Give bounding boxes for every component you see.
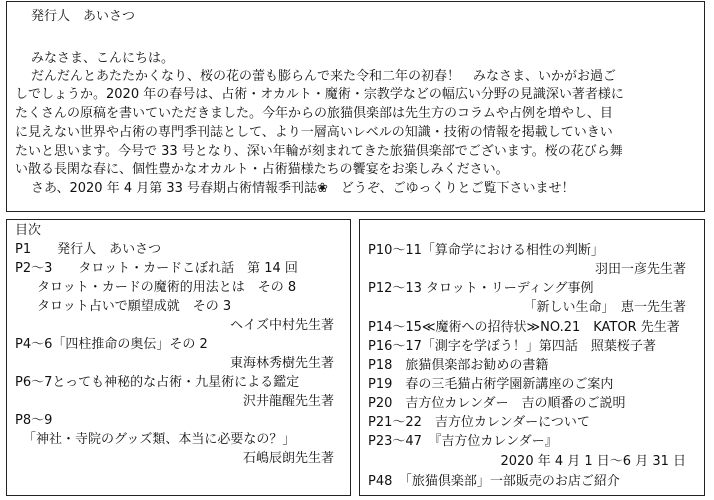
toc-entry: タロット占いで願望成就 その 3 — [37, 299, 232, 314]
toc-entry: P20 吉方位カレンダー 吉の順番のご説明 — [368, 396, 626, 411]
greeting-box — [6, 1, 705, 212]
toc-author: 石嶋辰朗先生著 — [242, 451, 334, 466]
toc-date-range: 2020 年 4 月 1 日～6 月 31 日 — [500, 454, 686, 469]
toc-entry: P19 春の三毛猫占術学園新講座のご案内 — [368, 377, 614, 392]
greeting-heading: 発行人 あいさつ — [31, 9, 136, 24]
toc-entry: P14～15≪魔術への招待状≫NO.21 KATOR 先生著 — [368, 320, 680, 335]
toc-author: 東海林秀樹先生著 — [229, 356, 334, 371]
greeting-line: たくさんの原稿を書いていただきました。今年からの旅猫倶楽部は先生方のコラムや占例を増やし、目 — [15, 106, 613, 121]
greeting-line: さあ、2020 年 4 月第 33 号春期占術情報季刊誌❀ どうぞ、ごゆっくりとご覧下さいませ！ — [31, 181, 575, 196]
toc-author: 沢井龍醒先生著 — [242, 394, 334, 409]
toc-left-box — [6, 219, 351, 496]
toc-entry: P21～22 吉方位カレンダーについて — [368, 415, 590, 430]
greeting-line: に見えない世界や占術の専門季刊誌として、より一層高いレベルの知識・技術の情報を掲載していきい — [15, 125, 613, 140]
toc-author: ヘイズ中村先生著 — [230, 318, 334, 333]
toc-author: 「新しい生命」 恵一先生著 — [523, 300, 686, 315]
toc-entry: P12～13 タロット・リーディング事例 — [368, 281, 594, 296]
toc-entry: タロット・カードの魔術的用法とは その 8 — [37, 280, 297, 295]
greeting-salutation: みなさま、こんにちは。 — [31, 51, 175, 66]
toc-entry: P10～11「算命学における相性の判断」 — [368, 243, 604, 258]
toc-author: 羽田一彦先生著 — [594, 262, 686, 277]
toc-entry: P6～7とっても神秘的な占術・九星術による鑑定 — [15, 375, 300, 390]
toc-title: 目次 — [15, 223, 42, 238]
toc-entry: P8～9 — [15, 413, 53, 428]
toc-entry: P48 「旅猫倶楽部」一部販売のお店ご紹介 — [368, 474, 620, 489]
greeting-line: しでしょうか。2020 年の春号は、占術・オカルト・魔術・宗教学などの幅広い分野の見識深い著者様に — [15, 87, 624, 102]
toc-entry: 「神社・寺院のグッズ類、本当に必要なの？」 — [23, 432, 296, 447]
toc-entry: P4～6「四柱推命の奥伝」その 2 — [15, 337, 208, 352]
toc-entry: P23～47 『吉方位カレンダー』 — [368, 434, 558, 449]
toc-entry: P18 旅猫倶楽部お勧めの書籍 — [368, 358, 549, 373]
greeting-line: たいと思います。今号で 33 号となり、深い年輪が刻まれてきた旅猫倶楽部でございます。桜の花びら舞 — [15, 144, 623, 159]
greeting-line: い散る長閑な春に、個性豊かなオカルト・占術猫様たちの饗宴をお楽しみください。 — [15, 162, 509, 177]
toc-entry: P2～3 タロット・カードこぼれ話 第 14 回 — [15, 261, 298, 276]
toc-entry: P1 発行人 あいさつ — [15, 242, 162, 257]
greeting-line: だんだんとあたたかくなり、桜の花の蕾も膨らんで来た令和二年の初春！ みなさま、いかがお過ご — [31, 69, 617, 84]
toc-right-box — [359, 219, 705, 496]
toc-entry: P16～17「測字を学ぼう！」第四話 照葉桜子著 — [368, 339, 656, 354]
